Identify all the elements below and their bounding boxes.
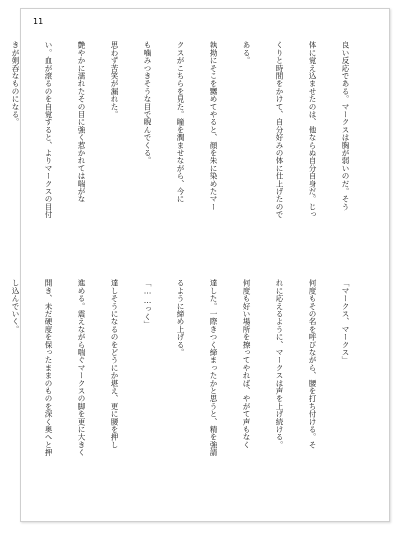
page-number: 11 bbox=[33, 17, 44, 26]
text-line: きが剣呑なものになる。 bbox=[11, 41, 20, 126]
text-line: い。血が滾るのを自覚すると、よりマークスの目付 bbox=[44, 41, 53, 219]
text-line: も噛みつきそうな目で睨んでくる。 bbox=[143, 41, 152, 165]
text-line: るように締め上げる。 bbox=[176, 279, 185, 356]
text-line: 良い反応である。マークスは胸が弱いのだ。そう bbox=[341, 41, 350, 211]
text-line: くりと時間をかけて、自分好みの体に仕上げたので bbox=[275, 41, 284, 219]
text-line: れに応えるように、マークスは声を上げ続ける。 bbox=[275, 279, 284, 449]
text-line: 何度もその名を呼びながら、腰を打ち付ける。そ bbox=[308, 279, 317, 449]
text-line: 達した。一際きつく締まったかと思うと、精を強請 bbox=[209, 279, 218, 457]
text-line: 達しそうになるのをどうにか堪え、更に腰を押し bbox=[110, 279, 119, 449]
text-line: し込んでいく。 bbox=[11, 279, 20, 333]
bottom-text-block bbox=[0, 279, 373, 511]
text-line: 「……っく」 bbox=[143, 279, 152, 328]
top-text-block bbox=[0, 41, 373, 267]
text-line: 何度も好い場所を擦ってやれば、やがて声もなく bbox=[242, 279, 251, 449]
text-line: 執拗にそこを嬲めてやると、顔を朱に染めたマー bbox=[209, 41, 218, 211]
text-line: 艶やかに濡れたその目に強く惹かれては喘がな bbox=[77, 41, 86, 203]
text-line: ある。 bbox=[242, 41, 251, 65]
book-page bbox=[11, 8, 390, 522]
text-line: クスがこちらを見た。瞳を潤ませながら、今に bbox=[176, 41, 185, 203]
text-line: 「マークス、マークス」 bbox=[341, 279, 350, 364]
text-line: 思わず苦笑が漏れた。 bbox=[110, 41, 119, 118]
text-line: 進める。震えながら喘ぐマークスの脚を更に大きく bbox=[77, 279, 86, 457]
text-line: 体に覚え込ませたのは、他ならぬ自分自身だ。じっ bbox=[308, 41, 317, 219]
text-line: 開き、未だ硬度を保ったままのものを深く奥へと押 bbox=[44, 279, 53, 457]
